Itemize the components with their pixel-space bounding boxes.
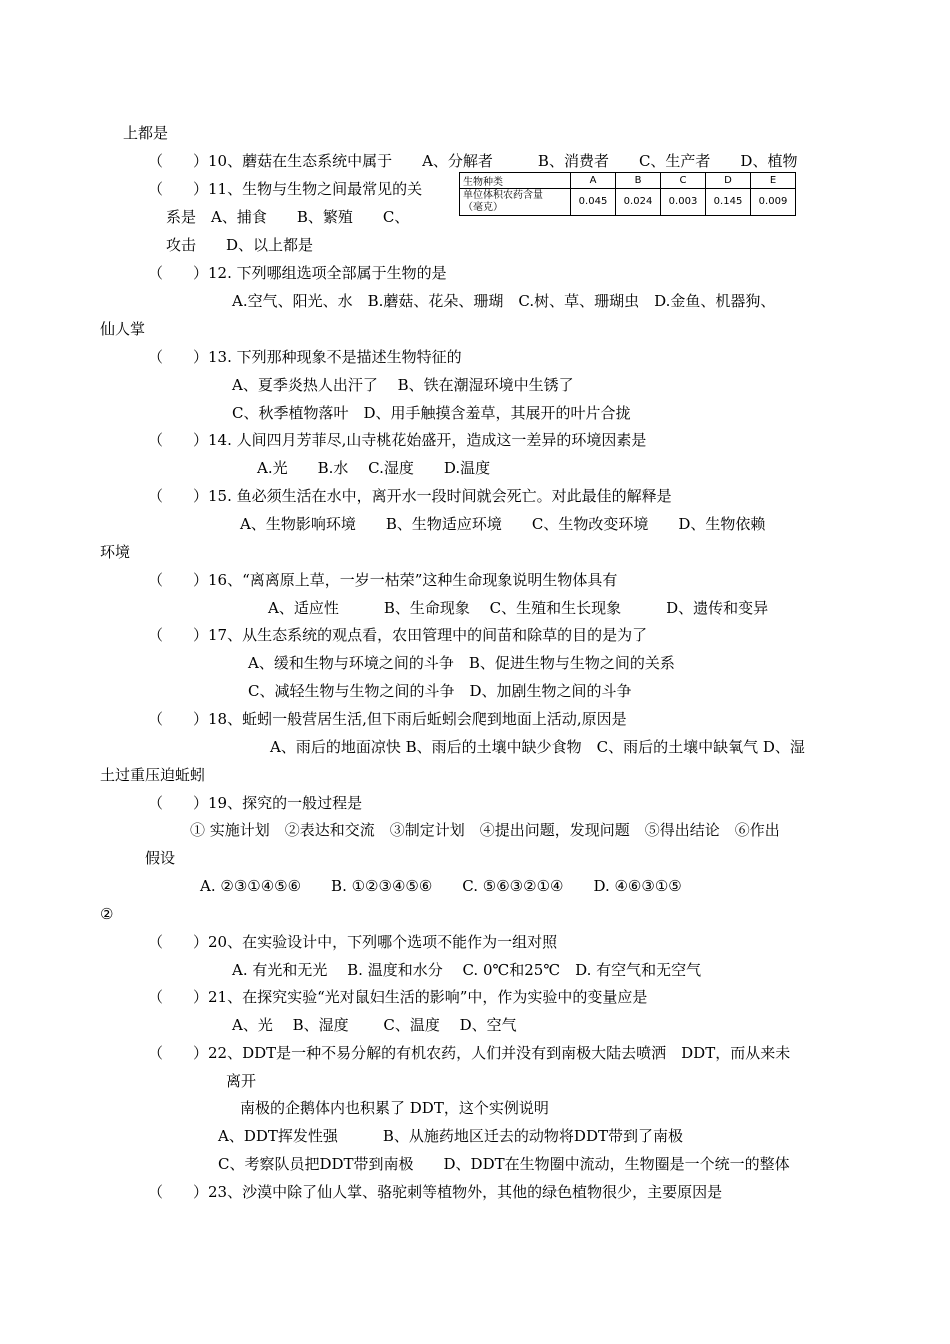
options-line: A、缓和生物与环境之间的斗争 B、促进生物与生物之间的关系	[248, 654, 675, 672]
options-line: C、减轻生物与生物之间的斗争 D、加剧生物之间的斗争	[248, 682, 632, 700]
table-header-label: 生物种类	[460, 173, 571, 189]
text-line: 上都是	[123, 124, 169, 142]
question-13: （ ）13. 下列那种现象不是描述生物特征的	[148, 348, 462, 366]
text-line: 离开	[226, 1072, 257, 1090]
question-21: （ ）21、在探究实验“光对鼠妇生活的影响”中，作为实验中的变量应是	[148, 988, 648, 1006]
question-15: （ ）15. 鱼必须生活在水中，离开水一段时间就会死亡。对此最佳的解释是	[148, 487, 672, 505]
table-row	[460, 189, 796, 216]
table-cell: C	[661, 173, 706, 189]
text-line: 环境	[100, 543, 131, 561]
options-line: A、DDT挥发性强 B、从施药地区迁去的动物将DDT带到了南极	[218, 1127, 683, 1145]
question-14: （ ）14. 人间四月芳菲尽,山寺桃花始盛开，造成这一差异的环境因素是	[148, 431, 647, 449]
row-label-line: 单位体积农药含量	[463, 190, 543, 201]
question-19: （ ）19、探究的一般过程是	[148, 794, 363, 812]
question-22: （ ）22、DDT是一种不易分解的有机农药，人们并没有到南极大陆去喷洒 DDT，而从来未	[148, 1044, 791, 1062]
table-cell: A	[571, 173, 616, 189]
table-cell: 0.045	[571, 189, 616, 216]
options-line: A、光 B、湿度 C、温度 D、空气	[232, 1016, 517, 1034]
question-10: （ ）10、蘑菇在生态系统中属于 A、分解者 B、消费者 C、生产者 D、植物	[148, 152, 798, 170]
question-16: （ ）16、“离离原上草，一岁一枯荣”这种生命现象说明生物体具有	[148, 571, 618, 589]
text-line: 攻击 D、以上都是	[166, 236, 314, 254]
pesticide-table	[459, 172, 796, 216]
table-cell: 0.024	[616, 189, 661, 216]
question-17: （ ）17、从生态系统的观点看，农田管理中的间苗和除草的目的是为了	[148, 626, 648, 644]
options-line: C、考察队员把DDT带到南极 D、DDT在生物圈中流动，生物圈是一个统一的整体	[218, 1155, 790, 1173]
table-cell: B	[616, 173, 661, 189]
question-18: （ ）18、蚯蚓一般营居生活,但下雨后蚯蚓会爬到地面上活动,原因是	[148, 710, 627, 728]
options-line: A、雨后的地面凉快 B、雨后的土壤中缺少食物 C、雨后的土壤中缺氧气 D、湿	[270, 738, 805, 756]
text-line: 系是 A、捕食 B、繁殖 C、	[166, 208, 410, 226]
question-20: （ ）20、在实验设计中，下列哪个选项不能作为一组对照	[148, 933, 558, 951]
question-12: （ ）12. 下列哪组选项全部属于生物的是	[148, 264, 447, 282]
options-line: A.空气、阳光、水 B.蘑菇、花朵、珊瑚 C.树、草、珊瑚虫 D.金鱼、机器狗、	[232, 292, 776, 310]
text-line: 土过重压迫蚯蚓	[100, 766, 206, 784]
table-cell: 0.009	[751, 189, 796, 216]
table-cell: E	[751, 173, 796, 189]
table-cell: 0.145	[706, 189, 751, 216]
options-line: A、夏季炎热人出汗了 B、铁在潮湿环境中生锈了	[232, 376, 574, 394]
options-line: C、秋季植物落叶 D、用手触摸含羞草，其展开的叶片合拢	[232, 404, 631, 422]
question-23: （ ）23、沙漠中除了仙人掌、骆驼刺等植物外，其他的绿色植物很少，主要原因是	[148, 1183, 723, 1201]
text-line: 南极的企鹅体内也积累了 DDT，这个实例说明	[240, 1099, 549, 1117]
table-row	[460, 173, 796, 189]
text-line: ②	[100, 905, 114, 923]
question-11: （ ）11、生物与生物之间最常见的关	[148, 180, 423, 198]
table-cell: 0.003	[661, 189, 706, 216]
options-line: A、适应性 B、生命现象 C、生殖和生长现象 D、遗传和变异	[268, 599, 769, 617]
row-label-unit: （毫克）	[463, 202, 503, 213]
options-line: A.光 B.水 C.湿度 D.温度	[257, 459, 491, 477]
options-line: A. ②③①④⑤⑥ B. ①②③④⑤⑥ C. ⑤⑥③②①④ D. ④⑥③①⑤	[200, 877, 682, 895]
table-cell: D	[706, 173, 751, 189]
options-line: A. 有光和无光 B. 温度和水分 C. 0℃和25℃ D. 有空气和无空气	[232, 961, 702, 979]
text-line: 仙人掌	[100, 320, 146, 338]
options-line: A、生物影响环境 B、生物适应环境 C、生物改变环境 D、生物依赖	[240, 515, 766, 533]
text-line: ① 实施计划 ②表达和交流 ③制定计划 ④提出问题，发现问题 ⑤得出结论 ⑥作出	[190, 821, 780, 839]
text-line: 假设	[145, 849, 176, 867]
table-row-label	[460, 189, 571, 216]
